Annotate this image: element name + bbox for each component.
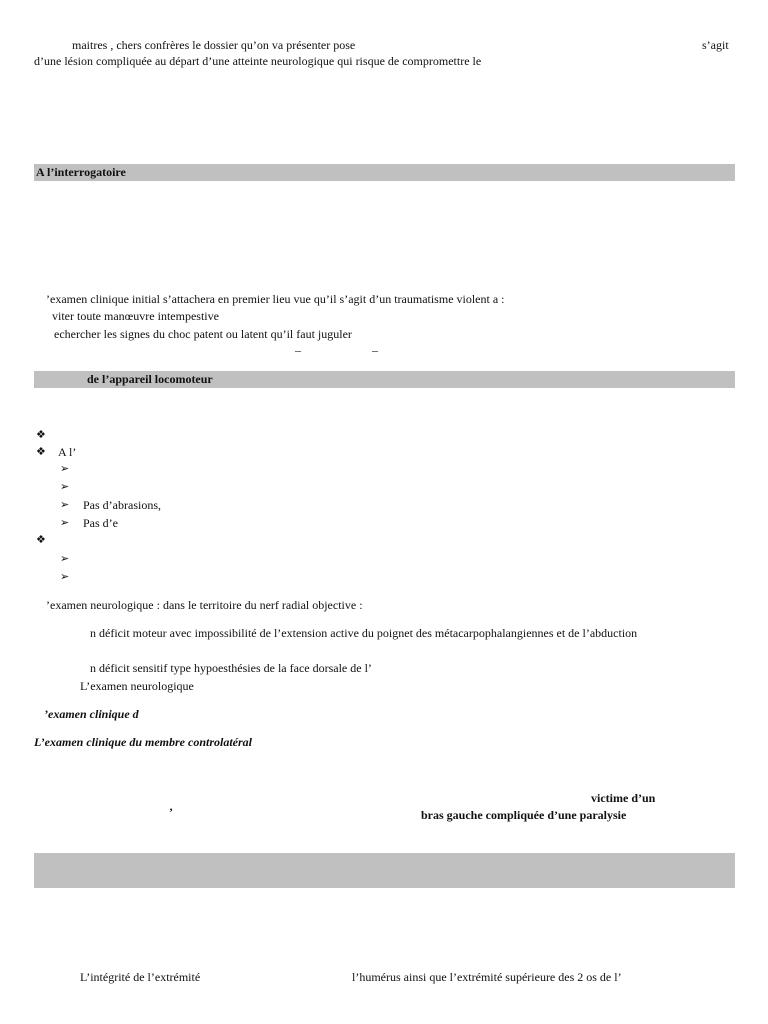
arrow-3-text: Pas d’abrasions, — [83, 498, 161, 512]
arrow-3: ➢ — [60, 498, 70, 511]
arrow-4: ➢ — [60, 516, 70, 529]
section-header-empty — [34, 853, 735, 888]
arrow-4-text: Pas d’e — [83, 516, 118, 530]
bullet-1: ❖ — [36, 428, 46, 441]
summary-line-1: victime d’un — [591, 791, 656, 805]
section-header-interrogatoire — [34, 164, 735, 181]
bullet-2-text: A l’ — [58, 445, 77, 459]
bullet-2: ❖ — [36, 445, 46, 458]
exam-initial-line-2: viter toute manœuvre intempestive — [52, 309, 219, 323]
dash-2: – — [372, 343, 378, 357]
arrow-2: ➢ — [60, 480, 70, 493]
neuro-line-4: L’examen neurologique — [80, 679, 194, 693]
exam-initial-line-1: ’examen clinique initial s’attachera en premier lieu vue qu’il s’agit d’un traumatisme violent a : — [46, 292, 505, 306]
exam-clinique-d: ’examen clinique d — [44, 707, 139, 721]
summary-line-2: bras gauche compliquée d’une paralysie — [421, 808, 627, 822]
neuro-line-3: n déficit sensitif type hypoesthésies de la face dorsale de l’ — [90, 661, 372, 675]
exam-initial-line-3: echercher les signes du choc patent ou latent qu’il faut juguler — [54, 327, 352, 341]
exam-controlateral: L’examen clinique du membre controlatéral — [34, 735, 252, 749]
neuro-line-1: ’examen neurologique : dans le territoire du nerf radial objective : — [46, 598, 363, 612]
arrow-6: ➢ — [60, 570, 70, 583]
arrow-1: ➢ — [60, 462, 70, 475]
bullet-3: ❖ — [36, 533, 46, 546]
dash-1: – — [295, 343, 301, 357]
integrity-line-left: L’intégrité de l’extrémité — [80, 970, 201, 984]
integrity-line-right: l’humérus ainsi que l’extrémité supérieure des 2 os de l’ — [352, 970, 622, 984]
section-title-locomoteur: de l’appareil locomoteur — [87, 372, 213, 386]
neuro-line-2: n déficit moteur avec impossibilité de l’extension active du poignet des métacarpophalangiennes et de l’abduction — [90, 626, 638, 640]
section-title-interrogatoire: A l’interrogatoire — [36, 165, 126, 179]
intro-line-1: maitres , chers confrères le dossier qu’on va présenter pose — [72, 38, 356, 52]
section-header-locomoteur — [34, 371, 735, 388]
summary-comma: ’ — [169, 805, 173, 819]
intro-line-2: d’une lésion compliquée au départ d’une atteinte neurologique qui risque de compromettre le — [34, 54, 482, 68]
arrow-5: ➢ — [60, 552, 70, 565]
intro-line-1-end: s’agit — [702, 38, 729, 52]
